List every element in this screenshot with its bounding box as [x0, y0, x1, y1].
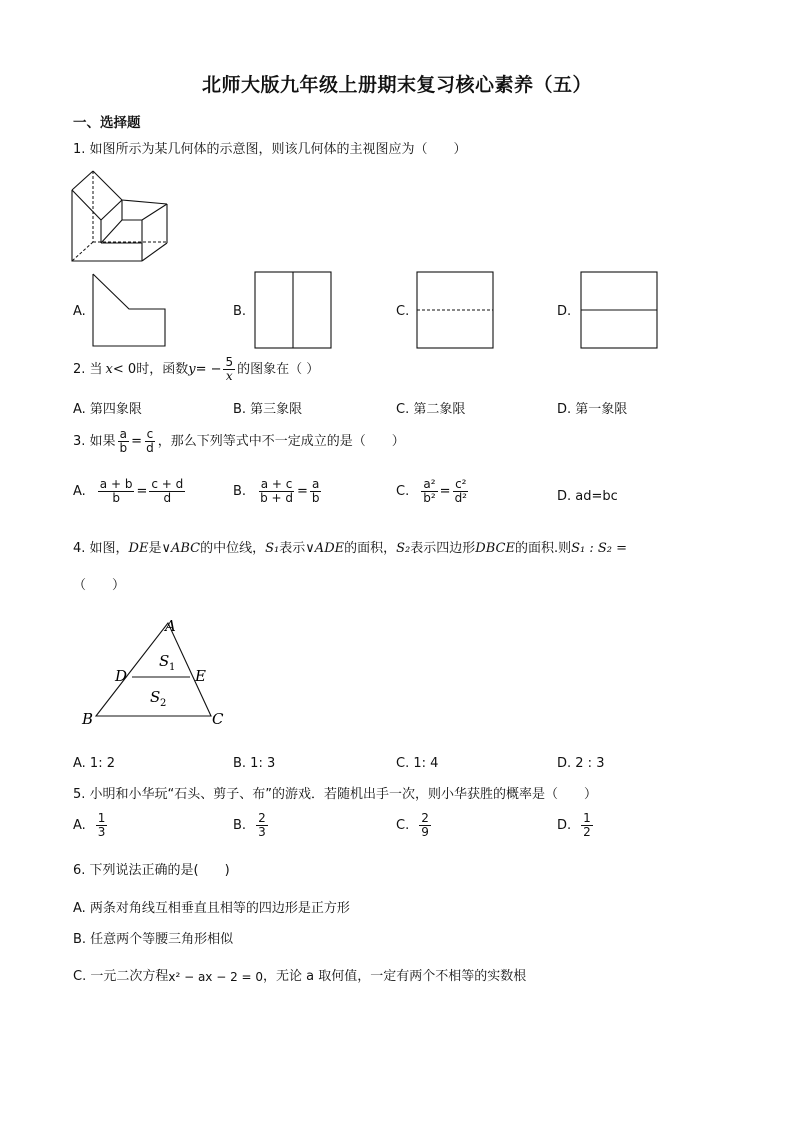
q4-label-a: A: [165, 617, 176, 635]
q5-a-frac: [96, 812, 108, 838]
q3-text-a: 3. 如果: [73, 433, 116, 449]
question-4-stem-line2: （ ）: [73, 578, 126, 593]
q4-label-b: B: [82, 710, 94, 728]
q3-cond-den2: d: [146, 440, 154, 455]
question-4-stem-line1: [73, 542, 627, 555]
q4-text-c: 的中位线，: [200, 541, 266, 556]
q3-option-c: [396, 478, 471, 504]
q4-text-b: 是: [148, 541, 162, 556]
q6-option-a: A. 两条对角线互相垂直且相等的四边形是正方形: [73, 901, 350, 916]
q5-option-a: [73, 812, 109, 838]
q5-d-frac: [581, 812, 593, 838]
q4-label-s2: S: [150, 688, 161, 706]
q2-text-b: 时，函数: [136, 361, 189, 377]
q3-option-c-key: C.: [396, 483, 410, 499]
q2-text-c: 的图象在（ ）: [237, 361, 320, 377]
q3-cond-num2: c: [146, 427, 154, 441]
q4-triangle-figure: [78, 615, 238, 730]
l-shape-view-icon: [92, 272, 168, 348]
q1-option-d-label: D.: [557, 304, 572, 319]
q2-frac-den: x: [225, 368, 233, 383]
q3-a-frac-1: [98, 478, 135, 504]
q3-a-n2: c + d: [151, 477, 184, 491]
q3-b-d2: b: [311, 490, 320, 505]
q4-label-s1-sub: 1: [169, 662, 176, 673]
q4-option-c: C. 1: 4: [396, 756, 439, 771]
q5-c-frac: [419, 812, 431, 838]
q3-b-frac-1: [258, 478, 295, 504]
q3-c-eq: =: [439, 483, 451, 499]
q2-fraction: [223, 356, 235, 382]
q4-option-d: D. 2 : 3: [557, 756, 605, 771]
q3-b-n1: a + c: [260, 477, 293, 491]
square-dashed-line-icon: [416, 271, 494, 349]
q6-option-b: B. 任意两个等腰三角形相似: [73, 932, 234, 947]
q1-option-b-label: B.: [233, 304, 247, 319]
q4-triangle-abc: ∨ABC: [161, 541, 201, 556]
q5-b-frac: [256, 812, 268, 838]
q4-ratio: S₁ : S₂ =: [571, 541, 627, 556]
q4-text-g: 的面积.则: [514, 541, 572, 556]
q3-c-d2: d²: [454, 490, 467, 505]
q2-option-b: B. 第三象限: [233, 402, 303, 417]
q4-label-s1: S: [159, 652, 170, 670]
q4-text-f: 表示四边形: [410, 541, 476, 556]
q3-a-n1: a + b: [99, 477, 133, 491]
q4-s2: S₂: [396, 541, 411, 556]
q5-option-c: [396, 812, 433, 838]
q2-frac-num: 5: [225, 355, 234, 369]
q3-b-eq: =: [296, 483, 308, 499]
q4-s1: S₁: [265, 541, 280, 556]
q5-option-d-key: D.: [557, 817, 572, 833]
q2-cond-rest: < 0: [112, 361, 137, 377]
q4-option-b: B. 1: 3: [233, 756, 276, 771]
q2-func-eq: = −: [195, 361, 222, 377]
q6-option-c: [73, 970, 526, 983]
q3-c-frac-2: [453, 478, 469, 504]
question-1-stem: 1. 如图所示为某几何体的示意图，则该几何体的主视图应为（ ）: [73, 142, 467, 157]
q3-b-n2: a: [312, 477, 320, 491]
q1-option-c-label: C.: [396, 304, 410, 319]
q5-b-num: 2: [258, 811, 266, 825]
q4-option-a: A. 1: 2: [73, 756, 115, 771]
q3-option-a: [73, 478, 187, 504]
q4-text-e: 的面积，: [344, 541, 397, 556]
q3-b-d1: b + d: [260, 490, 293, 505]
q3-c-n2: c²: [455, 477, 467, 491]
question-6-stem: 6. 下列说法正确的是( ): [73, 863, 230, 878]
q3-cond-eq: =: [131, 433, 143, 449]
q4-label-d: D: [115, 667, 128, 685]
q5-a-den: 3: [97, 824, 106, 839]
q1-option-a-label: A.: [73, 304, 86, 319]
q3-option-a-key: A.: [73, 483, 86, 499]
q5-a-num: 1: [97, 811, 106, 825]
q3-cond-frac-2: [144, 428, 156, 454]
q2-func-lhs: y: [188, 361, 196, 377]
question-2-stem: [73, 356, 319, 382]
q4-label-s2-sub: 2: [160, 698, 167, 709]
q4-quad-dbce: DBCE: [475, 541, 515, 556]
question-5-stem: 5. 小明和小华玩“石头、剪子、布”的游戏．若随机出手一次，则小华获胜的概率是（ ）: [73, 787, 598, 802]
q5-option-a-key: A.: [73, 817, 86, 833]
q3-b-frac-2: [310, 478, 322, 504]
q2-option-c: C. 第二象限: [396, 402, 466, 417]
q3-a-d1: b: [112, 490, 120, 505]
q4-text-d: 表示: [279, 541, 306, 556]
q5-option-c-key: C.: [396, 817, 410, 833]
q4-text-a: 4. 如图，: [73, 541, 129, 556]
q5-c-den: 9: [421, 824, 429, 839]
q3-a-eq: =: [136, 483, 148, 499]
q5-b-den: 3: [258, 824, 266, 839]
q3-a-frac-2: [149, 478, 185, 504]
question-3-stem: [73, 428, 405, 454]
q2-text-a: 2. 当: [73, 361, 103, 377]
q5-d-num: 1: [583, 811, 591, 825]
q2-option-d: D. 第一象限: [557, 402, 628, 417]
q3-cond-num1: a: [119, 427, 128, 441]
q2-option-a: A. 第四象限: [73, 402, 142, 417]
q3-a-d2: d: [163, 490, 172, 505]
q5-option-b-key: B.: [233, 817, 247, 833]
q3-cond-frac-1: [118, 428, 130, 454]
q4-triangle-ade: ∨ADE: [305, 541, 345, 556]
q3-option-b-key: B.: [233, 483, 247, 499]
q5-option-b: [233, 812, 270, 838]
section-heading: 一、选择题: [73, 115, 141, 131]
q3-cond-den1: b: [119, 440, 128, 455]
q5-option-d: [557, 812, 595, 838]
q2-cond-var: x: [105, 361, 113, 377]
q4-label-c: C: [212, 710, 224, 728]
q4-de: DE: [128, 541, 149, 556]
square-vertical-line-icon: [254, 271, 332, 349]
q3-c-d1: b²: [423, 490, 436, 505]
q4-label-e: E: [195, 667, 206, 685]
q1-solid-figure: [70, 168, 175, 266]
q3-text-b: ，那么下列等式中不一定成立的是（ ）: [157, 433, 405, 449]
q5-d-den: 2: [583, 824, 591, 839]
q3-c-frac-1: [421, 478, 437, 504]
q6-c-text-b: ，无论 a 取何值，一定有两个不相等的实数根: [263, 969, 527, 984]
q3-option-d: D. ad=bc: [557, 489, 618, 504]
q5-c-num: 2: [421, 811, 429, 825]
q6-c-text-a: C. 一元二次方程: [73, 969, 169, 984]
square-solid-line-icon: [580, 271, 658, 349]
q3-c-n1: a²: [423, 477, 436, 491]
page-title: 北师大版九年级上册期末复习核心素养（五）: [201, 74, 592, 96]
q6-c-equation: x² − ax − 2 = 0: [168, 969, 264, 984]
q3-option-b: [233, 478, 324, 504]
